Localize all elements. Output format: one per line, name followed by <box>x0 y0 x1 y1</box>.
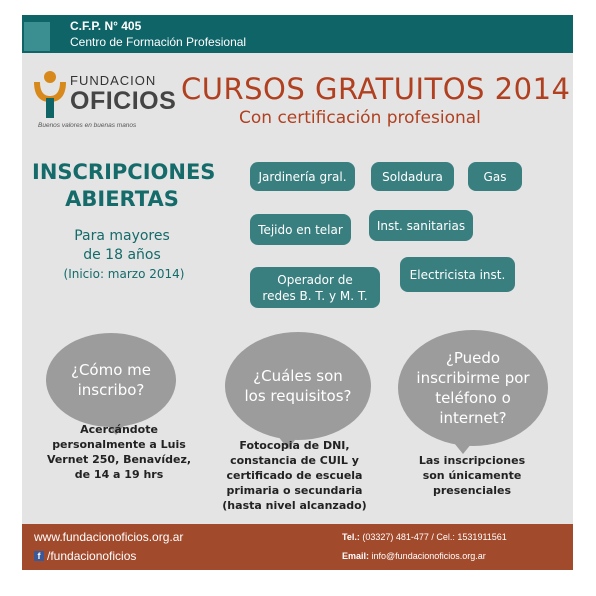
mail-address[interactable]: info@fundacionoficios.org.ar <box>371 551 486 561</box>
inscripciones-line2: ABIERTAS <box>65 187 179 211</box>
footer <box>22 524 573 570</box>
phone-info <box>342 532 507 542</box>
question-2-line1: ¿Cuáles son <box>253 367 343 385</box>
person-hands-icon <box>32 70 68 118</box>
logo-oficios: OFICIOS <box>70 87 177 115</box>
inscripciones-heading <box>32 159 216 213</box>
age-line1: Para mayores <box>74 228 170 244</box>
bubble-3-tail <box>450 438 476 454</box>
course-operador <box>250 267 380 308</box>
tel-label: Tel.: <box>342 532 360 542</box>
answer-1 <box>34 422 204 482</box>
question-3-line3: teléfono o <box>435 389 511 407</box>
age-requirement <box>57 227 187 265</box>
main-title: CURSOS GRATUITOS 2014 <box>181 72 571 106</box>
question-3-line1: ¿Puedo <box>445 349 501 367</box>
answer-2 <box>202 438 387 513</box>
answer-1-line3: Vernet 250, Benavídez, <box>46 453 192 466</box>
facebook-handle: /fundacionoficios <box>47 549 137 563</box>
answer-3-line3: presenciales <box>432 484 512 497</box>
course-tejido: Tejido en telar <box>250 214 351 245</box>
website-link[interactable]: www.fundacionoficios.org.ar <box>34 530 184 544</box>
course-sanitarias: Inst. sanitarias <box>369 210 473 241</box>
answer-3-line1: Las inscripciones <box>418 454 526 467</box>
course-soldadura: Soldadura <box>371 162 454 191</box>
header-square <box>24 22 50 51</box>
facebook-link[interactable] <box>34 549 136 563</box>
inscripciones-line1: INSCRIPCIONES <box>32 160 216 184</box>
course-jardineria: Jardinería gral. <box>250 162 355 191</box>
answer-2-line3: certificado de escuela <box>226 469 363 482</box>
question-1-line2: inscribo? <box>77 381 145 399</box>
poster <box>22 15 573 570</box>
question-3-line2: inscribirme por <box>416 369 530 387</box>
answer-2-line1: Fotocopia de DNI, <box>239 439 350 452</box>
question-bubble-3 <box>398 330 548 446</box>
answer-1-line4: de 14 a 19 hrs <box>74 468 164 481</box>
logo-tagline: Buenos valores en buenas manos <box>38 122 137 129</box>
fundacion-logo <box>32 70 177 132</box>
course-operador-line2: redes B. T. y M. T. <box>262 288 368 303</box>
header-bar <box>22 15 573 53</box>
question-bubble-2 <box>225 332 371 440</box>
cfp-number: C.F.P. N° 405 <box>70 19 142 33</box>
facebook-icon: f <box>34 551 44 561</box>
answer-2-line5: (hasta nivel alcanzado) <box>222 499 367 512</box>
answer-1-line1: Acercándote <box>80 423 158 436</box>
course-gas: Gas <box>468 162 522 191</box>
question-bubble-1 <box>46 333 176 427</box>
email-info <box>342 551 486 561</box>
course-electricista: Electricista inst. <box>400 257 515 292</box>
tel-number: (03327) 481-477 / Cel.: 1531911561 <box>362 532 507 542</box>
question-1-line1: ¿Cómo me <box>70 361 151 379</box>
mail-label: Email: <box>342 551 370 561</box>
logo-fundacion: FUNDACION <box>70 73 157 88</box>
answer-3-line2: son únicamente <box>422 469 522 482</box>
age-line2: de 18 años <box>83 247 161 263</box>
answer-3 <box>402 453 542 498</box>
subtitle: Con certificación profesional <box>239 108 481 128</box>
question-2-line2: los requisitos? <box>244 387 352 405</box>
course-operador-line1: Operador de <box>277 272 353 287</box>
answer-2-line4: primaria o secundaria <box>226 484 363 497</box>
answer-1-line2: personalmente a Luis <box>52 438 186 451</box>
answer-2-line2: constancia de CUIL y <box>230 454 359 467</box>
question-3-line4: internet? <box>439 409 507 427</box>
centro-name: Centro de Formación Profesional <box>70 35 247 49</box>
start-date: (Inicio: marzo 2014) <box>63 267 185 281</box>
